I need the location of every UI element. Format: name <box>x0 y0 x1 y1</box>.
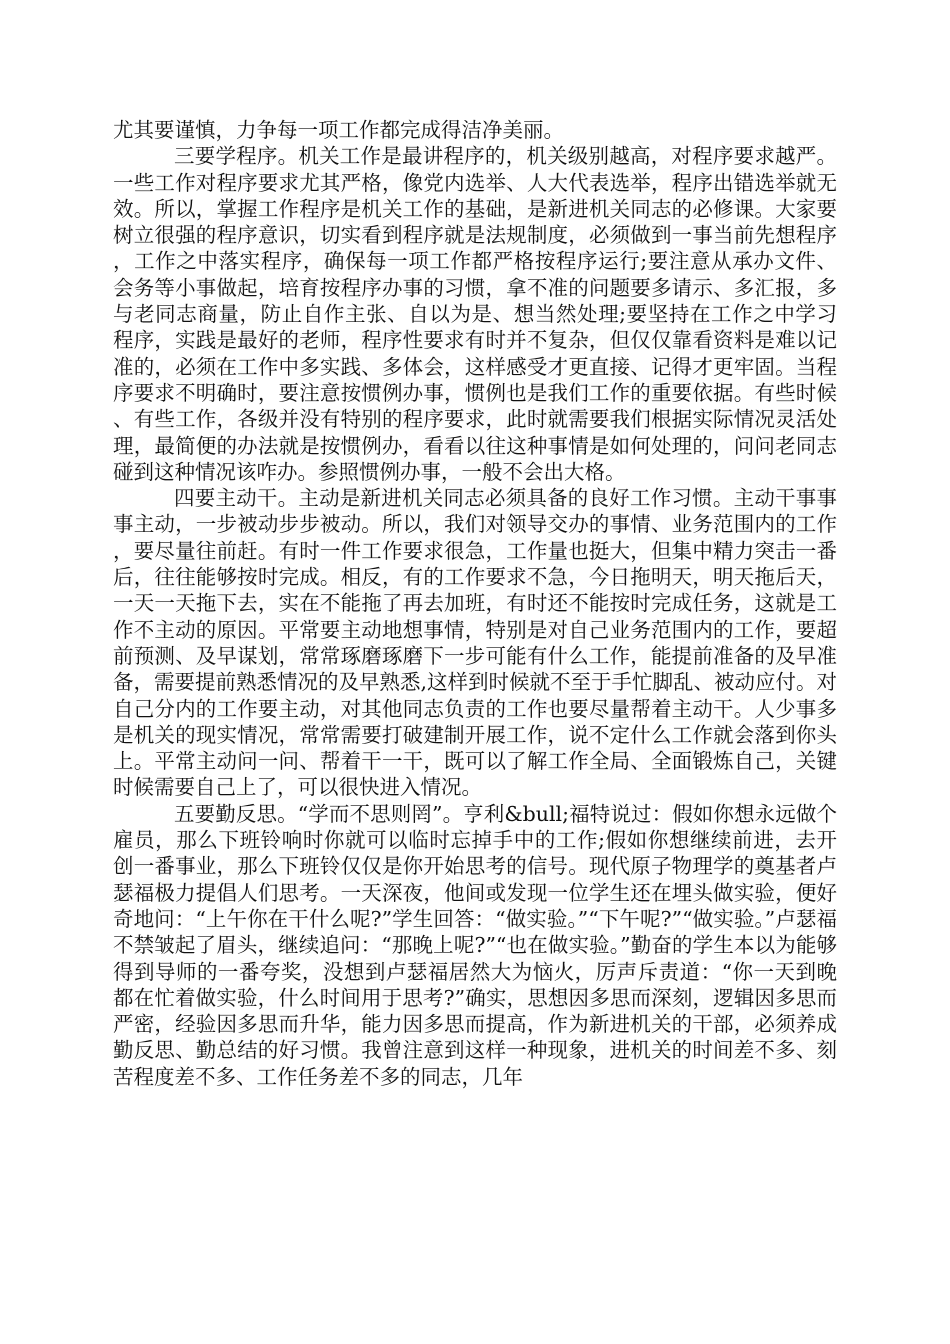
paragraph-work-proactively: 四要主动干。主动是新进机关同志必须具备的良好工作习惯。主动干事事事主动，一步被动步步被动。所以，我们对领导交办的事情、业务范围内的工作，要尽量往前赶。有时一件工作要求很急，工作量也挺大，但集中精力突击一番后，往往能够按时完成。相反，有的工作要求不急，今日拖明天，明天拖后天，一天一天拖下去，实在不能拖了再去加班，有时还不能按时完成任务，这就是工作不主动的原因。平常要主动地想事情，特别是对自己业务范围内的工作，要超前预测、及早谋划，常常琢磨琢磨下一步可能有什么工作，能提前准备的及早准备，需要提前熟悉情况的及早熟悉,这样到时候就不至于手忙脚乱、被动应付。对自己分内的工作要主动，对其他同志负责的工作也要尽量帮着主动干。人少事多是机关的现实情况，常常需要打破建制开展工作，说不定什么工作就会落到你头上。平常主动问一问、帮着干一干，既可以了解工作全局、全面锻炼自己，关键时候需要自己上了，可以很快进入情况。 <box>113 486 838 800</box>
paragraph-learn-procedure: 三要学程序。机关工作是最讲程序的，机关级别越高，对程序要求越严。一些工作对程序要求尤其严格，像党内选举、人大代表选举，程序出错选举就无效。所以，掌握工作程序是机关工作的基础，是新进机关同志的必修课。大家要树立很强的程序意识，切实看到程序就是法规制度，必须做到一事当前先想程序，工作之中落实程序，确保每一项工作都严格按程序运行;要注意从承办文件、会务等小事做起，培育按程序办事的习惯，拿不准的问题要多请示、多汇报，多与老同志商量，防止自作主张、自以为是、想当然处理;要坚持在工作之中学习程序，实践是最好的老师，程序性要求有时并不复杂，但仅仅靠看资料是难以记准的，必须在工作中多实践、多体会，这样感受才更直接、记得才更牢固。当程序要求不明确时，要注意按惯例办事，惯例也是我们工作的重要依据。有些时候、有些工作，各级并没有特别的程序要求，此时就需要我们根据实际情况灵活处理，最简便的办法就是按惯例办，看看以往这种事情是如何处理的，问问老同志碰到这种情况该咋办。参照惯例办事，一般不会出大格。 <box>113 144 837 484</box>
paragraph-reflect-often: 五要勤反思。“学而不思则罔”。亨利&bull;福特说过：假如你想永远做个雇员，那么下班铃响时你就可以临时忘掉手中的工作;假如你想继续前进，去开创一番事业，那么下班铃仅仅是你开始思考的信号。现代原子物理学的奠基者卢瑟福极力提倡人们思考。一天深夜，他间或发现一位学生还在埋头做实验，便好奇地问：“上午你在干什么呢?”学生回答：“做实验。”“下午呢?”“做实验。”卢瑟福不禁皱起了眉头，继续追问：“那晚上呢?”“也在做实验。”勤奋的学生本以为能够得到导师的一番夸奖，没想到卢瑟福居然大为恼火，厉声斥责道：“你一天到晚都在忙着做实验，什么时间用于思考?”确实，思想因多思而深刻，逻辑因多思而严密，经验因多思而升华，能力因多思而提高，作为新进机关的干部，必须养成勤反思、勤总结的好习惯。我曾注意到这样一种现象，进机关的时间差不多、刻苦程度差不多、工作任务差不多的同志，几年 <box>113 801 837 1089</box>
paragraph-continuation: 尤其要谨慎，力争每一项工作都完成得洁净美丽。 <box>113 118 564 142</box>
document-body <box>113 117 837 1090</box>
